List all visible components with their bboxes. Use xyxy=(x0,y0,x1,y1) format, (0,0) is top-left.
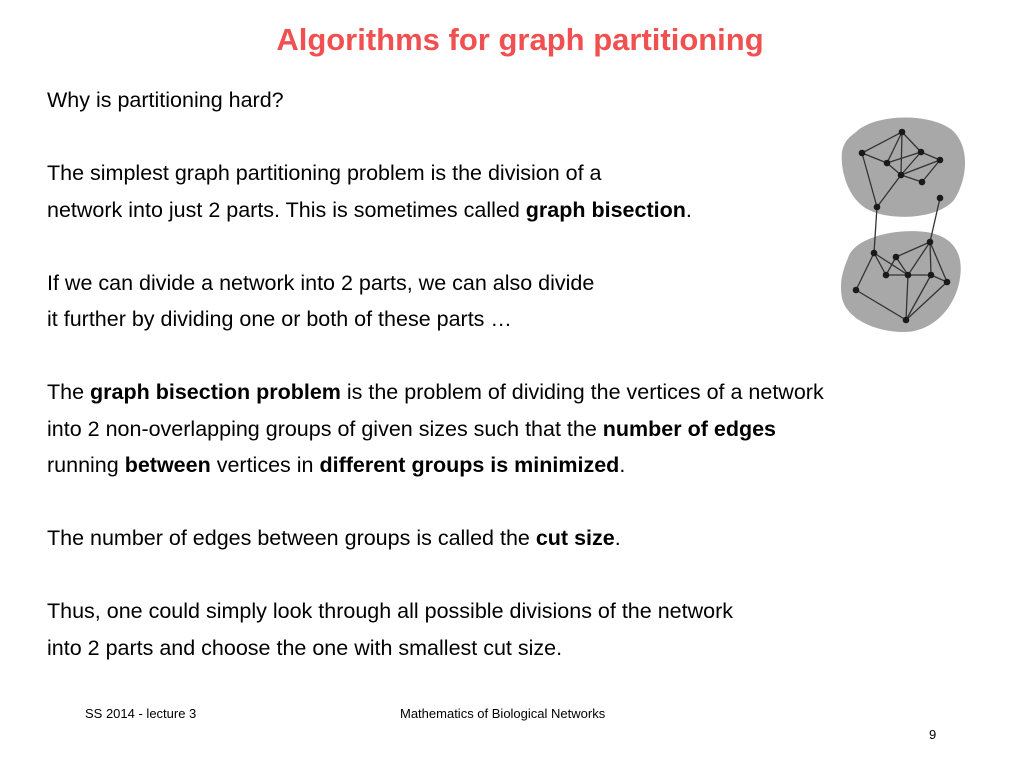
paragraph-simplest-line1: The simplest graph partitioning problem is the division of a xyxy=(47,161,602,185)
graph-node xyxy=(871,250,878,257)
footer-course: SS 2014 - lecture 3 xyxy=(85,706,197,721)
text-run: The xyxy=(47,380,91,404)
text-run: into 2 non-overlapping groups of given sizes such that the xyxy=(47,416,603,441)
spacer xyxy=(47,484,1007,521)
text-run: is the problem of dividing the vertices of a network xyxy=(340,380,824,404)
text-run: vertices in xyxy=(210,453,320,477)
paragraph-question: Why is partitioning hard? xyxy=(47,88,284,112)
paragraph-divide-line1: If we can divide a network into 2 parts, we can also divide xyxy=(47,270,595,295)
text-run: running xyxy=(47,453,125,477)
text-run: network into just 2 parts. This is sometimes called xyxy=(47,197,526,222)
text-run: . xyxy=(619,453,626,477)
term-graph-bisection-problem: graph bisection problem xyxy=(90,380,341,404)
graph-node xyxy=(853,287,860,294)
graph-node xyxy=(874,204,881,211)
slide-title: Algorithms for graph partitioning xyxy=(276,22,764,57)
graph-node xyxy=(884,160,891,167)
term-cut-size: cut size xyxy=(535,526,615,550)
spacer xyxy=(47,338,1007,375)
term-number-of-edges: number of edges xyxy=(602,416,776,441)
paragraph-bisection-line3 xyxy=(47,447,1007,484)
graph-node xyxy=(919,179,926,186)
paragraph-bisection-line2 xyxy=(47,411,1007,448)
spacer xyxy=(47,557,1007,594)
paragraph-divide-line2: it further by dividing one or both of these parts … xyxy=(47,307,512,331)
graph-node xyxy=(944,279,951,286)
graph-node xyxy=(898,172,905,179)
paragraph-conclusion-line1: Thus, one could simply look through all possible divisions of the network xyxy=(47,599,733,623)
graph-node xyxy=(937,157,944,164)
graph-node xyxy=(903,317,910,324)
graph-node xyxy=(918,149,925,156)
graph-node xyxy=(859,150,866,157)
text-run: . xyxy=(685,197,692,222)
graph-node xyxy=(937,195,944,202)
graph-node xyxy=(893,254,900,261)
graph-node xyxy=(899,129,906,136)
text-run: The number of edges between groups is called the xyxy=(47,526,536,550)
graph-bisection-figure xyxy=(834,110,984,340)
footer-lecture-title: Mathematics of Biological Networks xyxy=(400,706,606,721)
graph-node xyxy=(905,272,912,279)
term-between: between xyxy=(124,453,211,477)
graph-node xyxy=(883,272,890,279)
term-different-groups: different groups is minimized xyxy=(319,453,620,477)
paragraph-conclusion-line2: into 2 parts and choose the one with smallest cut size. xyxy=(47,635,563,660)
paragraph-bisection-line1 xyxy=(47,374,1007,411)
term-graph-bisection: graph bisection xyxy=(525,197,686,222)
graph-node xyxy=(927,239,934,246)
text-run: . xyxy=(614,526,621,550)
paragraph-cut-size xyxy=(47,520,1007,557)
graph-node xyxy=(928,272,935,279)
page-number: 9 xyxy=(929,727,937,742)
